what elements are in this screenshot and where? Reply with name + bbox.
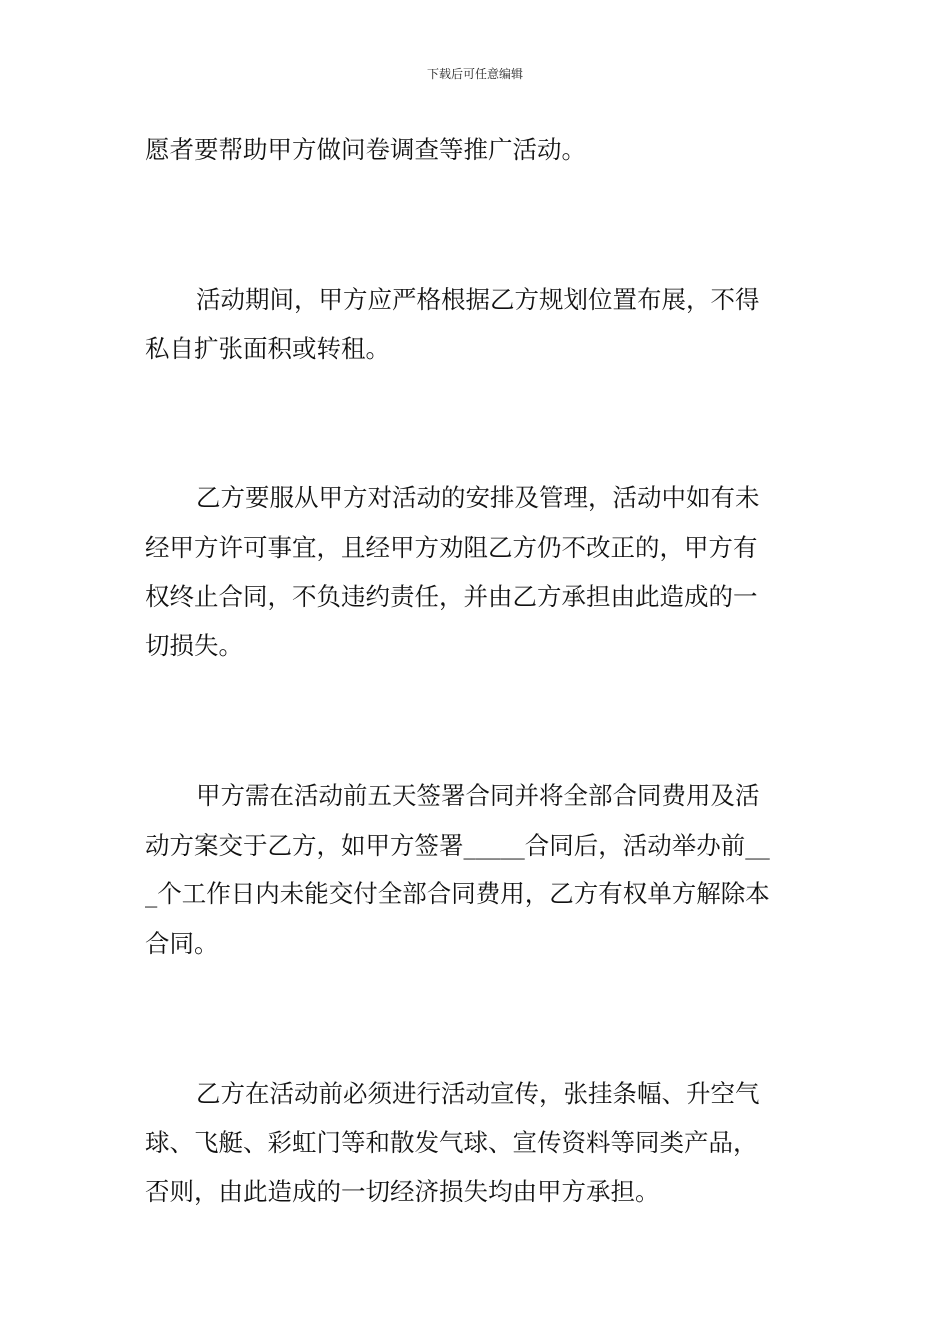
paragraph-line: 权终止合同，不负违约责任，并由乙方承担由此造成的一	[145, 582, 758, 611]
paragraph-line: _个工作日内未能交付全部合同费用，乙方有权单方解除本	[145, 879, 770, 908]
paragraph-line: 愿者要帮助甲方做问卷调查等推广活动。	[145, 135, 586, 164]
paragraph-line: 球、飞艇、彩虹门等和散发气球、宣传资料等同类产品，	[145, 1128, 758, 1157]
paragraph-line: 切损失。	[145, 631, 243, 660]
paragraph-line: 合同。	[145, 929, 219, 958]
paragraph-line: 私自扩张面积或转租。	[145, 334, 390, 363]
paragraph-line: 甲方需在活动前五天签署合同并将全部合同费用及活	[196, 781, 760, 810]
paragraph-line: 活动期间，甲方应严格根据乙方规划位置布展，不得	[196, 285, 760, 314]
paragraph-line: 乙方在活动前必须进行活动宣传，张挂条幅、升空气	[196, 1079, 760, 1108]
paragraph-line: 经甲方许可事宜，且经甲方劝阻乙方仍不改正的，甲方有	[145, 533, 758, 562]
paragraph-line: 否则，由此造成的一切经济损失均由甲方承担。	[145, 1177, 660, 1206]
paragraph-line: 动方案交于乙方，如甲方签署_____合同后，活动举办前__	[145, 831, 770, 860]
page-header: 下载后可任意编辑	[426, 67, 523, 81]
paragraph-line: 乙方要服从甲方对活动的安排及管理，活动中如有未	[196, 483, 760, 512]
